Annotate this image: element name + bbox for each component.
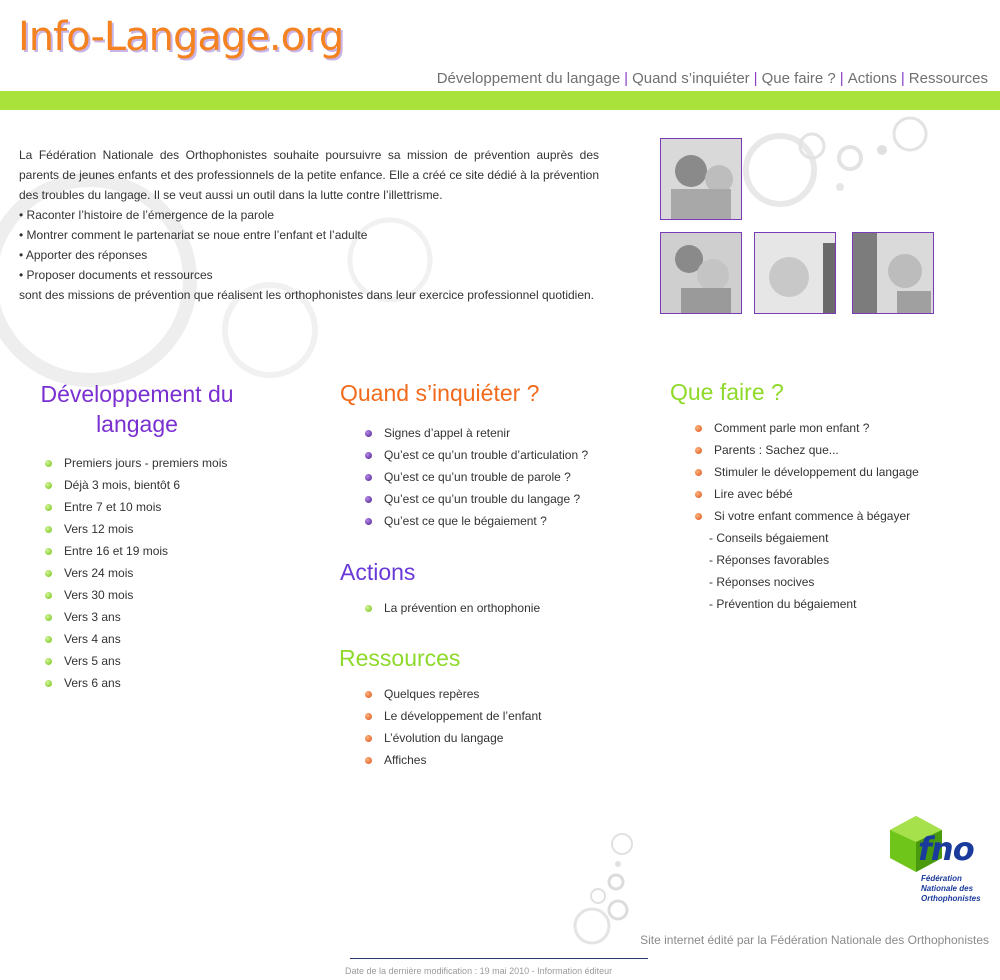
intro-closing: sont des missions de prévention que réalisent les orthophonistes dans leur exercice professionnel quotidien. <box>19 288 595 302</box>
list-item[interactable] <box>365 727 541 749</box>
list-item-label: La prévention en orthophonie <box>384 601 541 615</box>
bullet-icon <box>45 570 52 577</box>
fno-logo-text: fno <box>918 830 974 868</box>
list-item[interactable] <box>45 606 227 628</box>
list-item-label: Qu’est ce qu’un trouble de parole ? <box>384 470 571 484</box>
bullet-icon <box>365 713 372 720</box>
list-item[interactable] <box>365 597 540 619</box>
section-title-actions[interactable]: Actions <box>340 559 416 585</box>
bullet-icon <box>695 491 702 498</box>
list-item[interactable] <box>45 650 227 672</box>
nav-separator: | <box>753 70 758 87</box>
list-item[interactable] <box>695 461 919 483</box>
bullet-icon <box>365 430 372 437</box>
bullet-icon <box>365 518 372 525</box>
fno-logo[interactable] <box>888 812 988 912</box>
list-item-label: Comment parle mon enfant ? <box>714 421 870 435</box>
nav-link-que-faire[interactable]: Que faire ? <box>761 70 836 87</box>
bullet-icon <box>45 482 52 489</box>
bullet-icon <box>45 658 52 665</box>
list-quand <box>365 422 588 532</box>
list-item-label: Si votre enfant commence à bégayer <box>714 509 911 523</box>
fno-caption-line: Orthophonistes <box>921 894 981 903</box>
intro-bullet: • Proposer documents et ressources <box>19 268 213 282</box>
intro-bullet: • Montrer comment le partenariat se noue entre l’enfant et l’adulte <box>19 228 368 242</box>
list-item-label: Vers 30 mois <box>64 588 134 602</box>
fno-logo-caption <box>921 874 981 904</box>
list-item-label: Stimuler le développement du langage <box>714 465 919 479</box>
nav-separator: | <box>839 70 844 87</box>
bullet-icon <box>45 460 52 467</box>
list-subitem[interactable]: - Réponses nocives <box>709 575 815 589</box>
list-item[interactable] <box>365 422 588 444</box>
list-item[interactable] <box>695 483 919 505</box>
intro-bullet: • Raconter l’histoire de l’émergence de la parole <box>19 208 275 222</box>
photo-baby-phone <box>852 232 934 314</box>
fno-caption-line: Fédération <box>921 874 962 883</box>
header-green-bar <box>0 91 1000 110</box>
photo-baby-mother <box>660 232 742 314</box>
section-title-developpement[interactable]: Développement du langage <box>40 381 234 437</box>
bullet-icon <box>695 513 702 520</box>
intro-paragraph: La Fédération Nationale des Orthophonistes souhaite poursuivre sa mission de prévention auprès des parents de jeunes enfants et des professionnels de la petite enfance. Elle a créé ce site dédié à la prévention des troubles du langage. Il se veut aussi un outil dans la lutte contre l’illettrisme. <box>19 148 599 202</box>
list-item[interactable] <box>365 749 541 771</box>
list-item[interactable] <box>45 628 227 650</box>
nav-link-developpement[interactable]: Développement du langage <box>436 70 621 87</box>
site-logo[interactable]: Info-Langage.org <box>18 14 344 60</box>
list-item-label: Entre 16 et 19 mois <box>64 544 169 558</box>
fno-caption-line: Nationale des <box>921 884 974 893</box>
footer-bubbles <box>560 826 650 950</box>
list-item[interactable] <box>45 672 227 694</box>
nav-link-quand[interactable]: Quand s’inquiéter <box>632 70 750 87</box>
list-item-label: L’évolution du langage <box>384 731 504 745</box>
bullet-icon <box>695 447 702 454</box>
nav-link-actions[interactable]: Actions <box>847 70 897 87</box>
list-subitem[interactable]: - Conseils bégaiement <box>709 531 829 545</box>
photo-child-adult <box>660 138 742 220</box>
list-item-label: Vers 5 ans <box>64 654 121 668</box>
nav-link-ressources[interactable]: Ressources <box>908 70 988 87</box>
list-item-label: Entre 7 et 10 mois <box>64 500 162 514</box>
list-item-label: Quelques repères <box>384 687 480 701</box>
list-subitem[interactable]: - Prévention du bégaiement <box>709 597 857 611</box>
bullet-icon <box>365 474 372 481</box>
list-item[interactable] <box>45 540 227 562</box>
bullet-icon <box>365 496 372 503</box>
list-item-label: Vers 24 mois <box>64 566 134 580</box>
list-item-label: Vers 3 ans <box>64 610 121 624</box>
intro-bullet: • Apporter des réponses <box>19 248 148 262</box>
bullet-icon <box>45 636 52 643</box>
bullet-icon <box>45 548 52 555</box>
list-item-label: Lire avec bébé <box>714 487 793 501</box>
bullet-icon <box>365 757 372 764</box>
list-item-label: Qu’est ce qu’un trouble d’articulation ? <box>384 448 589 462</box>
list-item-label: Premiers jours - premiers mois <box>64 456 228 470</box>
list-actions <box>365 597 540 619</box>
top-navigation <box>437 70 988 87</box>
bullet-icon <box>365 605 372 612</box>
section-title-que-faire[interactable]: Que faire ? <box>670 379 784 405</box>
list-developpement <box>45 452 227 694</box>
list-item[interactable] <box>45 562 227 584</box>
bullet-icon <box>45 592 52 599</box>
list-item[interactable] <box>365 466 588 488</box>
list-item-label: Vers 4 ans <box>64 632 121 646</box>
list-item-label: Qu’est ce qu’un trouble du langage ? <box>384 492 581 506</box>
bullet-icon <box>45 526 52 533</box>
list-item-label: Le développement de l’enfant <box>384 709 542 723</box>
list-item[interactable] <box>695 417 919 439</box>
list-item-label: Parents : Sachez que... <box>714 443 839 457</box>
list-item[interactable] <box>365 705 541 727</box>
list-item[interactable] <box>365 510 588 532</box>
nav-separator: | <box>900 70 905 87</box>
list-item-label: Vers 6 ans <box>64 676 121 690</box>
section-title-ressources[interactable]: Ressources <box>339 645 461 671</box>
list-item[interactable] <box>365 488 588 510</box>
list-subitem[interactable]: - Réponses favorables <box>709 553 830 567</box>
list-item[interactable] <box>695 505 919 527</box>
list-item-label: Qu’est ce que le bégaiement ? <box>384 514 547 528</box>
list-item[interactable] <box>365 444 588 466</box>
intro-text <box>19 145 599 305</box>
list-que-faire <box>695 417 919 527</box>
list-item[interactable] <box>365 683 541 705</box>
footer-editor: Site internet édité par la Fédération Nationale des Orthophonistes <box>640 933 989 947</box>
list-item-label: Vers 12 mois <box>64 522 134 536</box>
list-item[interactable] <box>45 518 227 540</box>
list-ressources <box>365 683 541 771</box>
list-item[interactable] <box>45 452 227 474</box>
list-item-label: Déjà 3 mois, bientôt 6 <box>64 478 181 492</box>
bullet-icon <box>45 504 52 511</box>
bullet-icon <box>695 425 702 432</box>
list-item[interactable] <box>695 439 919 461</box>
bullet-icon <box>365 691 372 698</box>
list-que-faire-sub <box>709 527 856 615</box>
list-item-label: Signes d’appel à retenir <box>384 426 511 440</box>
bullet-icon <box>365 452 372 459</box>
list-item-label: Affiches <box>384 753 427 767</box>
list-item[interactable] <box>45 584 227 606</box>
bullet-icon <box>45 680 52 687</box>
footer-divider <box>350 958 648 959</box>
list-item[interactable] <box>45 496 227 518</box>
nav-separator: | <box>624 70 629 87</box>
list-item[interactable] <box>45 474 227 496</box>
bullet-icon <box>365 735 372 742</box>
photo-baby-face <box>754 232 836 314</box>
section-title-quand[interactable]: Quand s’inquiéter ? <box>340 380 540 406</box>
bullet-icon <box>695 469 702 476</box>
bullet-icon <box>45 614 52 621</box>
footer-last-modified[interactable]: Date de la dernière modification : 19 mai 2010 - Information éditeur <box>345 966 613 976</box>
